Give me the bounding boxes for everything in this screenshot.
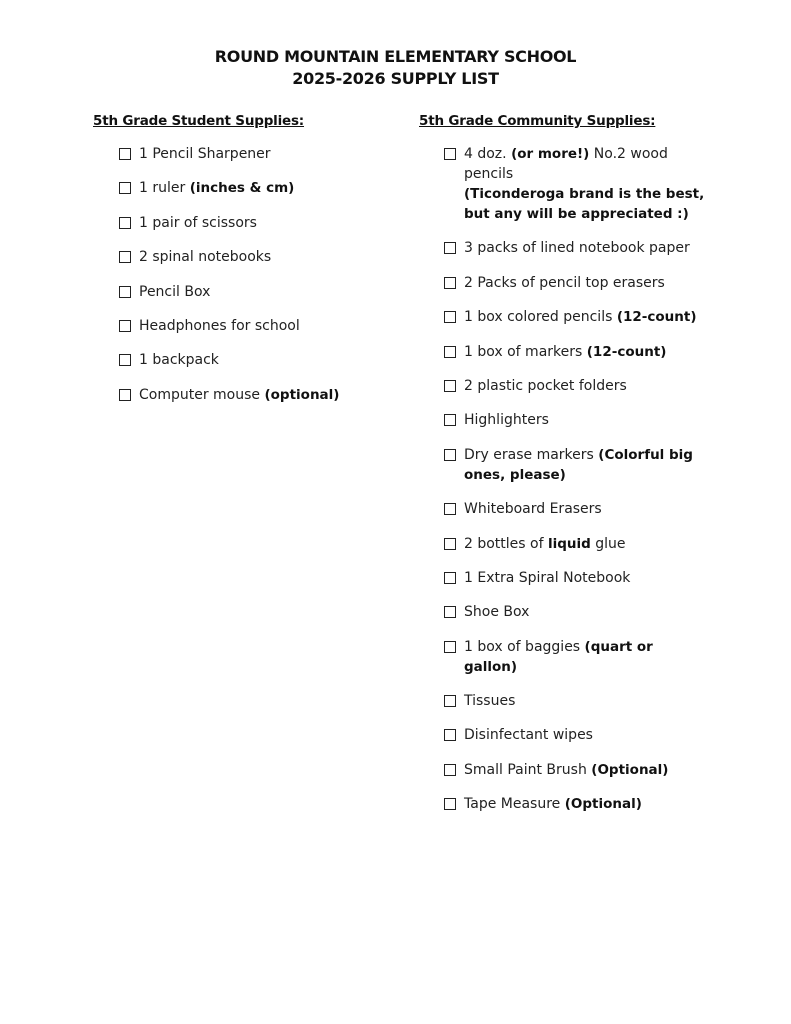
item-text: Disinfectant wipes bbox=[464, 727, 593, 744]
list-item bbox=[119, 144, 393, 164]
list-item bbox=[444, 307, 709, 327]
item-emphasis: (Optional) bbox=[591, 761, 669, 778]
checkbox-icon[interactable] bbox=[444, 764, 456, 776]
list-item bbox=[119, 282, 393, 302]
item-note: (optional) bbox=[264, 386, 340, 403]
item-text: 1 pair of scissors bbox=[139, 214, 257, 231]
checkbox-icon[interactable] bbox=[444, 277, 456, 289]
community-supplies-heading: 5th Grade Community Supplies: bbox=[419, 113, 656, 129]
list-item bbox=[444, 637, 709, 677]
item-text: 1 box of markers bbox=[464, 343, 587, 360]
item-text: Dry erase markers bbox=[464, 446, 599, 463]
item-emphasis: (12-count) bbox=[586, 343, 667, 360]
item-emphasis: (Optional) bbox=[564, 796, 642, 813]
item-text: 2 bottles of bbox=[464, 535, 548, 552]
item-emphasis: (Colorful big ones, please) bbox=[464, 446, 693, 483]
student-supplies-heading: 5th Grade Student Supplies: bbox=[93, 113, 305, 129]
item-emphasis: (12-count) bbox=[616, 309, 697, 326]
checkbox-icon[interactable] bbox=[444, 449, 456, 461]
checkbox-icon[interactable] bbox=[444, 641, 456, 653]
list-title: 2025-2026 SUPPLY LIST bbox=[292, 69, 499, 88]
item-text: Headphones for school bbox=[139, 317, 300, 334]
checkbox-icon[interactable] bbox=[444, 311, 456, 323]
checkbox-icon[interactable] bbox=[444, 695, 456, 707]
list-item bbox=[444, 144, 709, 224]
list-item bbox=[444, 499, 709, 519]
item-text: 2 plastic pocket folders bbox=[464, 377, 627, 394]
item-text: Tissues bbox=[464, 693, 516, 710]
item-text-suffix: glue bbox=[590, 535, 626, 552]
item-text: Shoe Box bbox=[464, 604, 530, 621]
item-text: Whiteboard Erasers bbox=[464, 501, 602, 518]
item-note: (Ticonderoga brand is the best, but any will be appreciated :) bbox=[464, 186, 705, 222]
list-item bbox=[444, 342, 709, 362]
item-text: 1 Extra Spiral Notebook bbox=[464, 569, 631, 586]
list-item bbox=[444, 376, 709, 396]
checkbox-icon[interactable] bbox=[119, 182, 131, 194]
item-emphasis: (quart or gallon) bbox=[464, 638, 653, 675]
checkbox-icon[interactable] bbox=[119, 320, 131, 332]
list-item bbox=[119, 350, 393, 370]
checkbox-icon[interactable] bbox=[444, 538, 456, 550]
item-text: Small Paint Brush bbox=[464, 761, 592, 778]
item-text: 1 box colored pencils bbox=[464, 309, 617, 326]
item-text: 2 Packs of pencil top erasers bbox=[464, 274, 665, 291]
list-item bbox=[444, 794, 709, 814]
community-supplies-list bbox=[444, 144, 709, 814]
item-text: 4 doz. bbox=[464, 146, 512, 162]
checkbox-icon[interactable] bbox=[119, 251, 131, 263]
community-supplies-section bbox=[419, 112, 709, 829]
item-emphasis: liquid bbox=[547, 535, 591, 552]
list-item bbox=[119, 213, 393, 233]
checkbox-icon[interactable] bbox=[119, 389, 131, 401]
student-supplies-section bbox=[93, 112, 393, 419]
item-text: Highlighters bbox=[464, 412, 549, 429]
checkbox-icon[interactable] bbox=[119, 354, 131, 366]
list-item bbox=[444, 760, 709, 780]
list-item bbox=[119, 385, 393, 405]
list-item bbox=[444, 534, 709, 554]
checkbox-icon[interactable] bbox=[119, 286, 131, 298]
list-item bbox=[119, 178, 393, 198]
checkbox-icon[interactable] bbox=[444, 414, 456, 426]
checkbox-icon[interactable] bbox=[444, 572, 456, 584]
item-text: 1 ruler bbox=[139, 180, 190, 197]
checkbox-icon[interactable] bbox=[444, 503, 456, 515]
checkbox-icon[interactable] bbox=[119, 217, 131, 229]
list-item bbox=[119, 316, 393, 336]
item-text: 2 spinal notebooks bbox=[139, 249, 272, 266]
school-name: ROUND MOUNTAIN ELEMENTARY SCHOOL bbox=[214, 47, 577, 66]
item-text-suffix: No.2 wood pencils bbox=[464, 146, 668, 182]
item-text: Computer mouse bbox=[139, 386, 265, 403]
list-item bbox=[119, 247, 393, 267]
item-note: (inches & cm) bbox=[189, 180, 295, 197]
list-item bbox=[444, 568, 709, 588]
document-header bbox=[0, 46, 791, 90]
list-item bbox=[444, 602, 709, 622]
list-item bbox=[444, 238, 709, 258]
checkbox-icon[interactable] bbox=[444, 606, 456, 618]
checkbox-icon[interactable] bbox=[444, 242, 456, 254]
item-text: 1 Pencil Sharpener bbox=[139, 146, 271, 162]
list-item bbox=[444, 725, 709, 745]
item-text: 3 packs of lined notebook paper bbox=[464, 240, 690, 257]
item-text: 1 box of baggies bbox=[464, 638, 585, 655]
checkbox-icon[interactable] bbox=[444, 729, 456, 741]
list-item bbox=[444, 445, 709, 485]
item-text: Tape Measure bbox=[464, 796, 565, 813]
checkbox-icon[interactable] bbox=[444, 148, 456, 160]
student-supplies-list bbox=[119, 144, 393, 405]
list-item bbox=[444, 410, 709, 430]
list-item bbox=[444, 273, 709, 293]
item-text: 1 backpack bbox=[139, 352, 219, 369]
list-item bbox=[444, 691, 709, 711]
item-emphasis: (or more!) bbox=[511, 146, 590, 162]
checkbox-icon[interactable] bbox=[444, 380, 456, 392]
checkbox-icon[interactable] bbox=[444, 346, 456, 358]
checkbox-icon[interactable] bbox=[119, 148, 131, 160]
item-text: Pencil Box bbox=[139, 283, 211, 300]
checkbox-icon[interactable] bbox=[444, 798, 456, 810]
